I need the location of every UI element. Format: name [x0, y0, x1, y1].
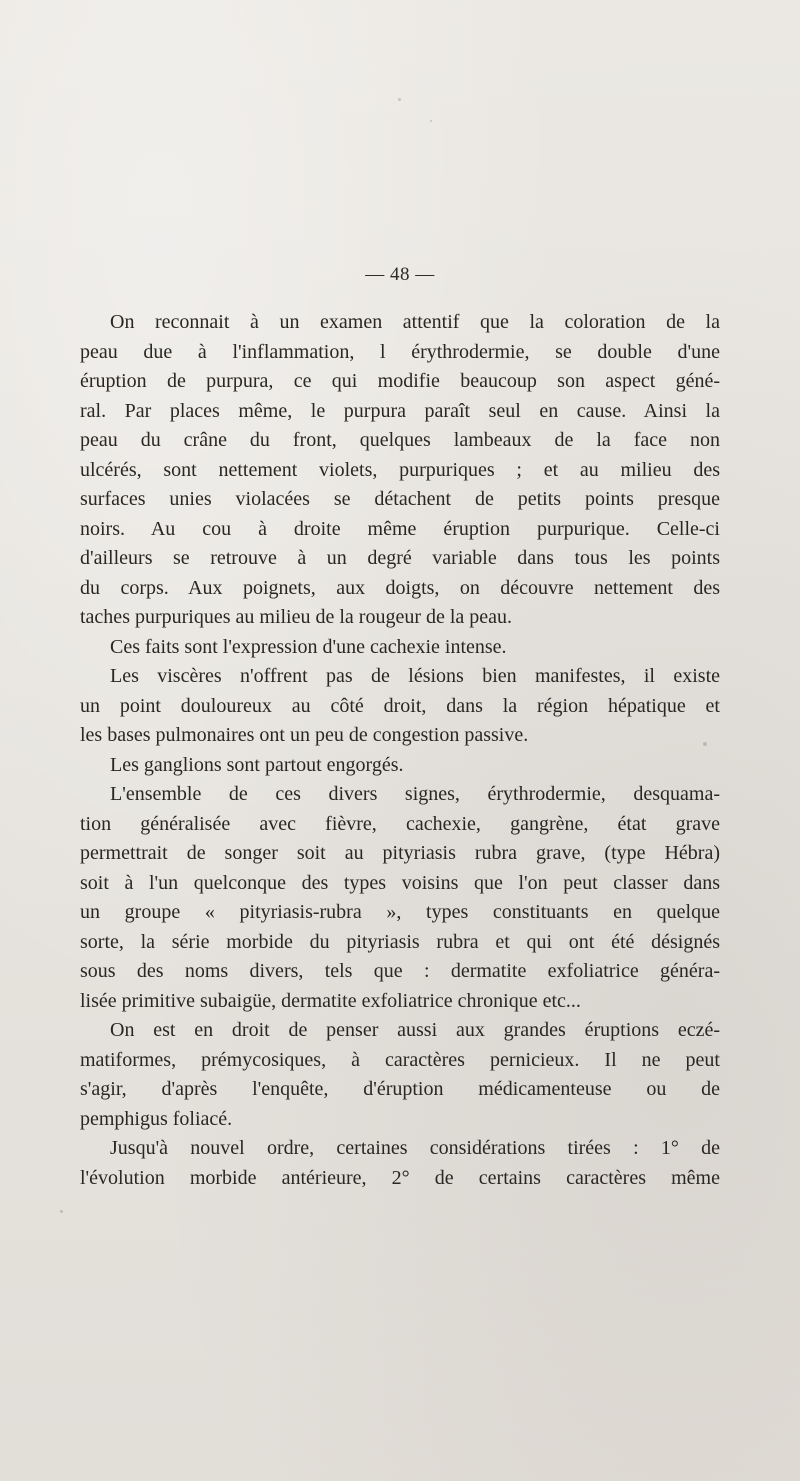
paper-speck — [398, 98, 401, 101]
text-line: un point douloureux au côté droit, dans la région hépatique et — [80, 694, 720, 717]
text-line: du corps. Aux poignets, aux doigts, on découvre nettement des — [80, 576, 720, 599]
text-line: On est en droit de penser aussi aux grandes éruptions eczé- — [110, 1019, 720, 1041]
text-line: ral. Par places même, le purpura paraît seul en cause. Ainsi la — [80, 399, 720, 422]
text-line: un groupe « pityriasis-rubra », types constituants en quelque — [80, 901, 720, 923]
text-line: sous des noms divers, tels que : dermatite exfoliatrice généra- — [80, 960, 720, 982]
text-line: éruption de purpura, ce qui modifie beaucoup son aspect géné- — [80, 370, 720, 392]
text-line: Ces faits sont l'expression d'une cachexie intense. — [110, 635, 507, 658]
page-number: — 48 — — [365, 264, 435, 285]
text-line: soit à l'un quelconque des types voisins que l'on peut classer dans — [80, 871, 720, 894]
text-line: Les ganglions sont partout engorgés. — [110, 753, 404, 776]
text-line: surfaces unies violacées se détachent de petits points presque — [80, 488, 720, 510]
text-line: pemphigus foliacé. — [80, 1107, 233, 1130]
text-line: L'ensemble de ces divers signes, érythrodermie, desquama- — [110, 783, 720, 805]
text-line: noirs. Au cou à droite même éruption purpurique. Celle-ci — [80, 517, 720, 540]
text-line: Les viscères n'offrent pas de lésions bien manifestes, il existe — [110, 665, 720, 687]
text-line: s'agir, d'après l'enquête, d'éruption médicamenteuse ou de — [80, 1078, 720, 1100]
text-line: sorte, la série morbide du pityriasis rubra et qui ont été désignés — [80, 930, 720, 953]
paper-speck — [60, 1210, 63, 1213]
text-line: Jusqu'à nouvel ordre, certaines considérations tirées : 1° de — [110, 1137, 720, 1159]
text-line: peau du crâne du front, quelques lambeaux de la face non — [80, 429, 720, 451]
text-line: permettrait de songer soit au pityriasis rubra grave, (type Hébra) — [80, 842, 720, 864]
text-line: l'évolution morbide antérieure, 2° de certains caractères même — [80, 1166, 720, 1189]
text-line: tion généralisée avec fièvre, cachexie, gangrène, état grave — [80, 812, 720, 835]
text-line: lisée primitive subaigüe, dermatite exfoliatrice chronique etc... — [80, 989, 581, 1012]
text-line: les bases pulmonaires ont un peu de congestion passive. — [80, 724, 529, 746]
text-line: peau due à l'inflammation, l érythrodermie, se double d'une — [80, 340, 720, 363]
body-text — [80, 308, 720, 1193]
text-line: ulcérés, sont nettement violets, purpuriques ; et au milieu des — [80, 458, 720, 481]
text-line: matiformes, prémycosiques, à caractères pernicieux. Il ne peut — [80, 1048, 720, 1071]
text-line: d'ailleurs se retrouve à un degré variable dans tous les points — [80, 547, 720, 569]
paper-speck — [430, 120, 432, 122]
text-line: On reconnait à un examen attentif que la coloration de la — [110, 311, 720, 333]
text-line: taches purpuriques au milieu de la rougeur de la peau. — [80, 606, 513, 628]
